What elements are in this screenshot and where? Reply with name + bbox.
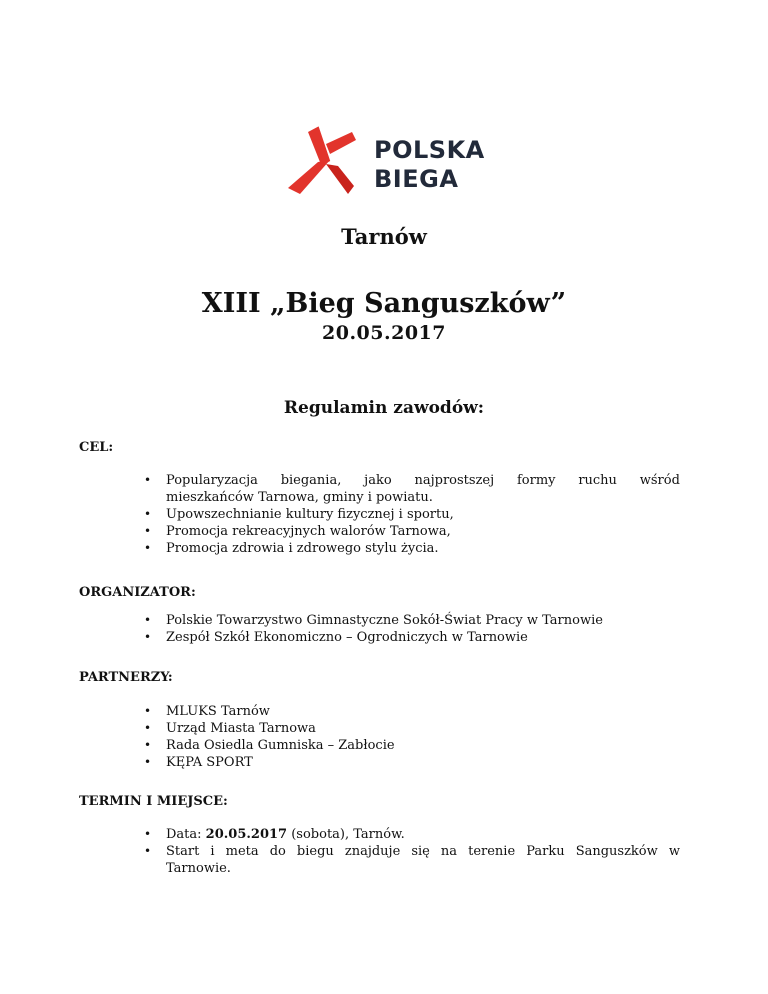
word: na [440,844,458,859]
word: ruchu [578,473,617,488]
word: Sanguszków [575,844,658,859]
list-item [144,506,680,523]
list-item [144,703,680,720]
bullet-icon: • [144,473,152,487]
list-item-line [166,472,680,489]
list-item-text: Promocja zdrowia i zdrowego stylu życia. [166,541,439,556]
bullet-icon: • [144,755,152,769]
polska-biega-logo [282,124,502,198]
list-item [144,843,680,877]
list-item [144,629,680,646]
logo-line-2: BIEGA [374,165,459,193]
city-heading: Tarnów [341,224,427,249]
list-item-text: Upowszechnianie kultury fizycznej i sportu, [166,507,454,522]
word: się [411,844,430,859]
list-item [144,472,680,506]
date-label: Data: [166,827,206,842]
list-partnerzy [144,703,680,771]
list-item [144,754,680,771]
word: formy [516,473,556,488]
section-heading-organizator: ORGANIZATOR: [79,585,196,600]
bullet-icon: • [144,630,152,644]
list-item [144,720,680,737]
event-date: 20.05.2017 [322,322,446,344]
list-item-text: Urząd Miasta Tarnowa [166,721,316,736]
section-heading-partnerzy: PARTNERZY: [79,670,173,685]
word: wśród [639,473,680,488]
runner-logo-icon [282,124,362,198]
bullet-icon: • [144,827,152,841]
bullet-icon: • [144,704,152,718]
list-item-text: KĘPA SPORT [166,755,253,770]
regulation-heading: Regulamin zawodów: [283,398,485,418]
word: biegu [296,844,334,859]
bullet-icon: • [144,613,152,627]
list-organizator [144,612,680,646]
word: znajduje [344,844,401,859]
list-item [144,612,680,629]
list-item-text: MLUKS Tarnów [166,704,270,719]
word: Parku [526,844,565,859]
bullet-icon: • [144,524,152,538]
list-item-line: Tarnowie. [166,861,231,876]
word: Start [166,844,200,859]
list-item-text: Zespół Szkół Ekonomiczno – Ogrodniczych w Tarnowie [166,630,528,645]
word: jako [364,473,392,488]
word: najprostszej [414,473,495,488]
word: terenie [468,844,516,859]
word: w [668,844,680,859]
logo-line-1: POLSKA [374,136,485,164]
list-item [144,737,680,754]
word: Popularyzacja [166,473,258,488]
bullet-icon: • [144,541,152,555]
list-item-text: Polskie Towarzystwo Gimnastyczne Sokół-Świat Pracy w Tarnowie [166,613,603,628]
list-termin [144,826,680,877]
date-rest: (sobota), Tarnów. [287,827,405,842]
list-item [144,540,680,557]
list-item-text: Rada Osiedla Gumniska – Zabłocie [166,738,395,753]
date-value: 20.05.2017 [205,827,288,842]
bullet-icon: • [144,844,152,858]
section-heading-cel: CEL: [79,440,114,455]
word: meta [225,844,259,859]
bullet-icon: • [144,738,152,752]
bullet-icon: • [144,721,152,735]
list-item-line [166,843,680,860]
word: do [269,844,286,859]
list-item-line: mieszkańców Tarnowa, gminy i powiatu. [166,490,433,505]
word: biegania, [280,473,342,488]
word: i [210,844,215,859]
list-item [144,826,680,843]
page-title: XIII „Bieg Sanguszków” [201,288,567,319]
list-item-text: Promocja rekreacyjnych walorów Tarnowa, [166,524,451,539]
list-cel [144,472,680,557]
list-item [144,523,680,540]
section-heading-termin: TERMIN I MIEJSCE: [79,794,228,809]
bullet-icon: • [144,507,152,521]
logo-wordmark [374,136,485,194]
